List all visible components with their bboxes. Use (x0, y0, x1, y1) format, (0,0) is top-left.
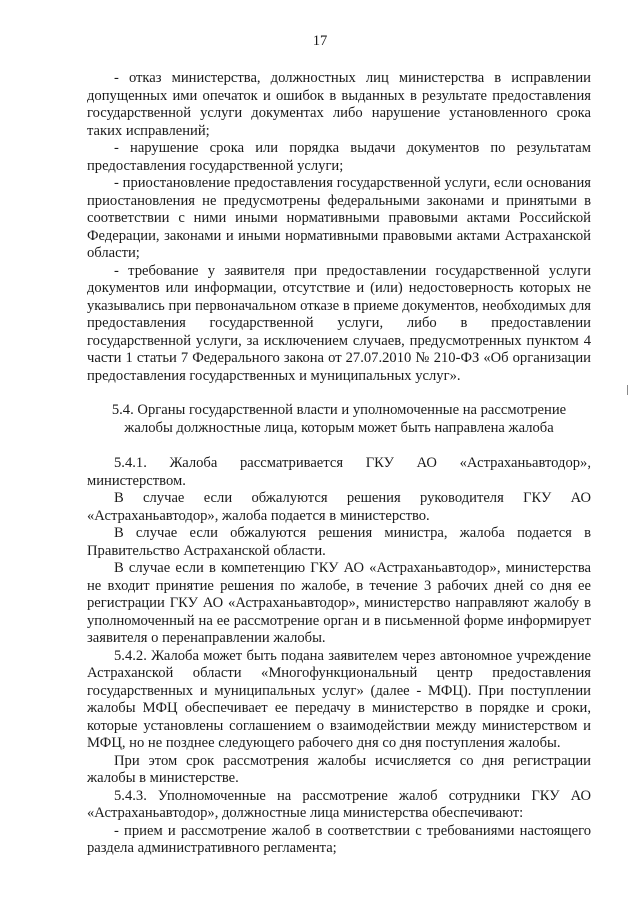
paragraph: При этом срок рассмотрения жалобы исчисляется со дня регистрации жалобы в министерстве. (87, 752, 591, 786)
paragraph: 5.4.1. Жалоба рассматривается ГКУ АО «Астраханьавтодор», министерством. (87, 455, 591, 489)
paragraph: В случае если в компетенцию ГКУ АО «Астраханьавтодор», министерства не входит принятие решения по жалобе, в течение 3 рабочих дней со дня ее регистрации ГКУ АО «Астраханьавтодор», министерство направляют жалобу в уполномоченный на ее рассмотрение орган и в письменной форме информирует заявителя о перенаправлении жалобы. (87, 560, 591, 646)
paragraph: В случае если обжалуются решения руководителя ГКУ АО «Астраханьавтодор», жалоба подается в министерство. (87, 490, 591, 524)
paragraph: 5.4.3. Уполномоченные на рассмотрение жалоб сотрудники ГКУ АО «Астраханьавтодор», должностные лица министерства обеспечивают: (87, 787, 591, 821)
paragraph: 5.4.2. Жалоба может быть подана заявителем через автономное учреждение Астраханской области «Многофункциональный центр предоставления государственных и муниципальных услуг» (далее - МФЦ). При поступлении жалобы МФЦ обеспечивает ее передачу в министерство в порядке и сроки, которые установлены соглашением о взаимодействии между министерством и МФЦ, но не позднее следующего рабочего дня со дня поступления жалобы. (87, 647, 591, 751)
list-item: - отказ министерства, должностных лиц министерства в исправлении допущенных ими опечаток и ошибок в выданных в результате предоставления государственной услуги документах либо нарушение установленного срока таких исправлений; (87, 70, 591, 139)
scan-margin-mark (627, 385, 628, 395)
section-body (87, 455, 591, 858)
paragraph: - прием и рассмотрение жалоб в соответствии с требованиями настоящего раздела административного регламента; (87, 822, 591, 856)
intro-list (87, 70, 591, 385)
list-item: - нарушение срока или порядка выдачи документов по результатам предоставления государственной услуги; (87, 140, 591, 174)
list-item: - требование у заявителя при предоставлении государственной услуги документов или информации, отсутствие и (или) недостоверность которых не указывались при первоначальном отказе в приеме документов, необходимых для предоставления государственной услуги, либо в предоставлении государственной услуги, за исключением случаев, предусмотренных пунктом 4 части 1 статьи 7 Федерального закона от 27.07.2010 № 210-ФЗ «Об организации предоставления государственных и муниципальных услуг». (87, 262, 591, 384)
page-number: 17 (312, 33, 328, 49)
paragraph: В случае если обжалуются решения министра, жалоба подается в Правительство Астраханской области. (87, 525, 591, 559)
section-heading: 5.4. Органы государственной власти и уполномоченные на рассмотрение жалобы должностные лица, которым может быть направлена жалоба (111, 402, 567, 436)
list-item: - приостановление предоставления государственной услуги, если основания приостановления не предусмотрены федеральными законами и принятыми в соответствии с ними иными нормативными правовыми актами Российской Федерации, законами и иными нормативными правовыми актами Астраханской области; (87, 175, 591, 261)
